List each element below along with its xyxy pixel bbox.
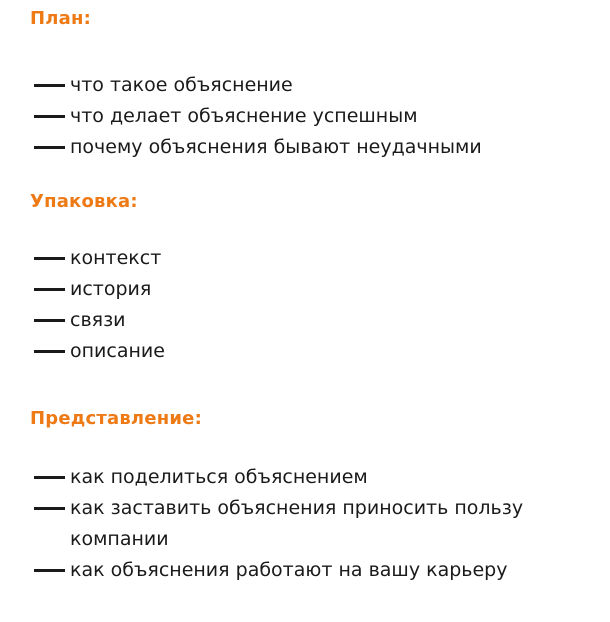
- list-item-text: как заставить объяснения приносить пользу компании: [70, 497, 524, 550]
- dash-bullet: [34, 350, 65, 353]
- dash-bullet: [34, 84, 65, 87]
- dash-bullet: [34, 288, 65, 291]
- dash-bullet: [34, 569, 65, 572]
- section-heading-plan: План:: [30, 8, 92, 29]
- packaging-list: [30, 243, 590, 367]
- list-item-text: что делает объяснение успешным: [70, 105, 418, 127]
- plan-list: [30, 70, 590, 163]
- dash-bullet: [34, 115, 65, 118]
- section-heading-packaging: Упаковка:: [30, 191, 138, 212]
- list-item: [30, 70, 590, 101]
- list-item: [30, 132, 590, 163]
- list-item: [30, 101, 590, 132]
- list-item-text: как поделиться объяснением: [70, 466, 368, 488]
- dash-bullet: [34, 319, 65, 322]
- section-presentation: [30, 408, 590, 586]
- dash-bullet: [34, 507, 65, 510]
- list-item-text: как объяснения работают на вашу карьеру: [70, 559, 508, 581]
- list-item: [30, 555, 530, 586]
- list-item-text: описание: [70, 340, 165, 362]
- list-item: [30, 305, 590, 336]
- dash-bullet: [34, 146, 65, 149]
- section-packaging: [30, 191, 590, 367]
- list-item: [30, 274, 590, 305]
- list-item-text: контекст: [70, 247, 162, 269]
- list-item-text: почему объяснения бывают неудачными: [70, 136, 482, 158]
- list-item-text: связи: [70, 309, 126, 331]
- presentation-list: [30, 462, 530, 586]
- section-heading-presentation: Представление:: [30, 408, 202, 429]
- list-item: [30, 336, 590, 367]
- dash-bullet: [34, 476, 65, 479]
- list-item: [30, 493, 530, 555]
- list-item-text: история: [70, 278, 152, 300]
- list-item: [30, 243, 590, 274]
- list-item-text: что такое объяснение: [70, 74, 293, 96]
- dash-bullet: [34, 257, 65, 260]
- section-plan: [30, 8, 590, 163]
- list-item: [30, 462, 530, 493]
